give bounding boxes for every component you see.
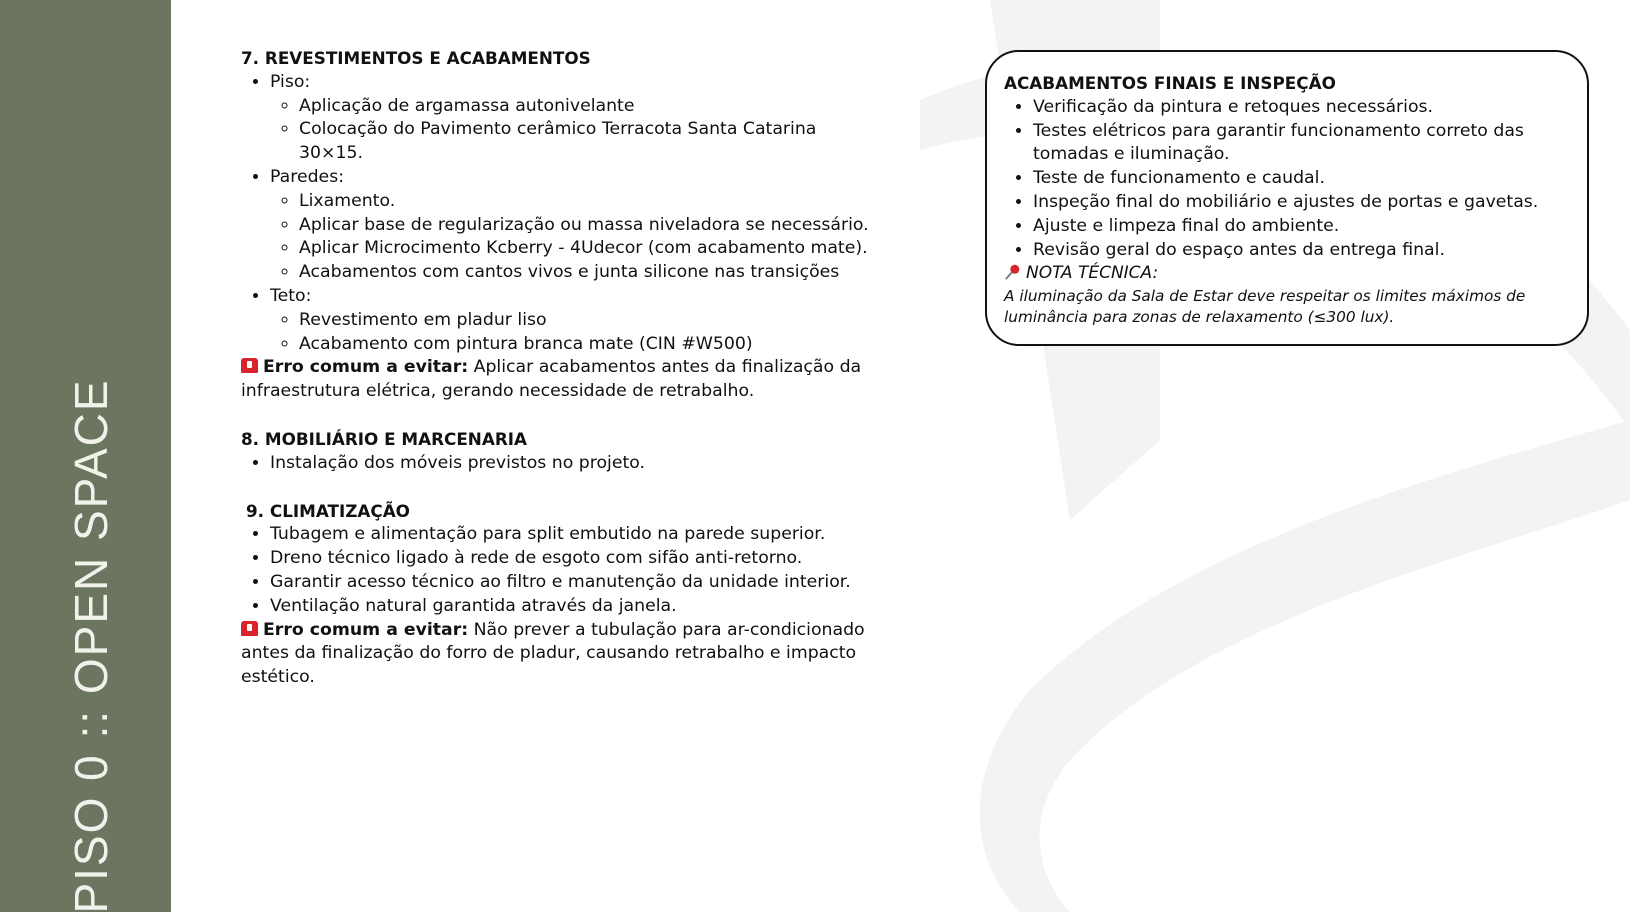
warning-label: Erro comum a evitar: — [263, 357, 469, 378]
warning-label: Erro comum a evitar: — [263, 619, 469, 640]
section-7-title: 7. REVESTIMENTOS E ACABAMENTOS — [241, 48, 591, 68]
main-content — [241, 47, 881, 690]
list-item: ◦ Revestimento em pladur liso — [299, 309, 881, 333]
list-item: ◦ Aplicar base de regularização ou massa niveladora se necessário. — [299, 214, 881, 238]
warning-note — [241, 619, 881, 690]
section-8-title: 8. MOBILIÁRIO E MARCENARIA — [241, 428, 527, 449]
list-item: • Tubagem e alimentação para split embutido na parede superior. — [270, 523, 881, 547]
list-item: • Inspeção final do mobiliário e ajustes de portas e gavetas. — [1033, 191, 1579, 215]
list-item: • Instalação dos móveis previstos no projeto. — [270, 452, 881, 476]
teto-label: Teto: — [270, 285, 312, 306]
note-title: NOTA TÉCNICA: — [1026, 263, 1159, 284]
paredes-label: Paredes: — [270, 166, 345, 187]
warning-text: Aplicar acabamentos antes da finalização da infraestrutura elétrica, gerando necessidade de retrabalho. — [241, 357, 862, 402]
list-item: • Ajuste e limpeza final do ambiente. — [1033, 215, 1579, 239]
final-inspection-box — [985, 50, 1589, 346]
warning-siren-icon — [241, 621, 258, 636]
list-item: • Ventilação natural garantida através da janela. — [270, 595, 881, 619]
piso-sublist — [270, 95, 881, 166]
page-section-title: PISO 0 :: OPEN SPACE — [65, 378, 117, 914]
list-item: ◦ Lixamento. — [299, 190, 881, 214]
warning-text: Não prever a tubulação para ar-condicionado antes da finalização do forro de pladur, causando retrabalho e impacto estético. — [241, 619, 865, 688]
list-item: • Teste de funcionamento e caudal. — [1033, 167, 1579, 191]
note-text: A iluminação da Sala de Estar deve respeitar os limites máximos de luminância para zonas de relaxamento (≤300 lux). — [1004, 287, 1526, 327]
list-item: • Testes elétricos para garantir funcionamento correto das tomadas e iluminação. — [1033, 120, 1579, 168]
list-item: • Dreno técnico ligado à rede de esgoto com sifão anti-retorno. — [270, 547, 881, 571]
box-list — [1004, 96, 1579, 263]
list-item: • Garantir acesso técnico ao filtro e manutenção da unidade interior. — [270, 571, 881, 595]
list-item: ◦ Aplicação de argamassa autonivelante — [299, 95, 881, 119]
section-9-title: 9. CLIMATIZAÇÃO — [246, 500, 410, 521]
teto-sublist — [270, 309, 881, 357]
warning-note — [241, 356, 881, 404]
warning-siren-icon — [241, 358, 258, 373]
list-item: ◦ Aplicar Microcimento Kcberry - 4Udecor (com acabamento mate). — [299, 237, 881, 261]
list-item: ◦ Acabamentos com cantos vivos e junta silicone nas transições — [299, 261, 881, 285]
box-title: ACABAMENTOS FINAIS E INSPEÇÃO — [1004, 73, 1336, 93]
list-item — [270, 71, 881, 166]
piso-label: Piso: — [270, 71, 311, 92]
list-item — [270, 285, 881, 356]
section-9-list — [241, 523, 881, 618]
list-item — [270, 166, 881, 285]
pushpin-icon — [1004, 263, 1022, 281]
list-item: ◦ Colocação do Pavimento cerâmico Terracota Santa Catarina 30×15. — [299, 118, 881, 166]
list-item: • Verificação da pintura e retoques necessários. — [1033, 96, 1579, 120]
section-8-list — [241, 452, 881, 476]
sidebar-panel — [0, 0, 171, 912]
section-7-list — [241, 71, 881, 357]
note-heading — [1004, 262, 1579, 286]
paredes-sublist — [270, 190, 881, 285]
list-item: • Revisão geral do espaço antes da entrega final. — [1033, 239, 1579, 263]
list-item: ◦ Acabamento com pintura branca mate (CIN #W500) — [299, 333, 881, 357]
